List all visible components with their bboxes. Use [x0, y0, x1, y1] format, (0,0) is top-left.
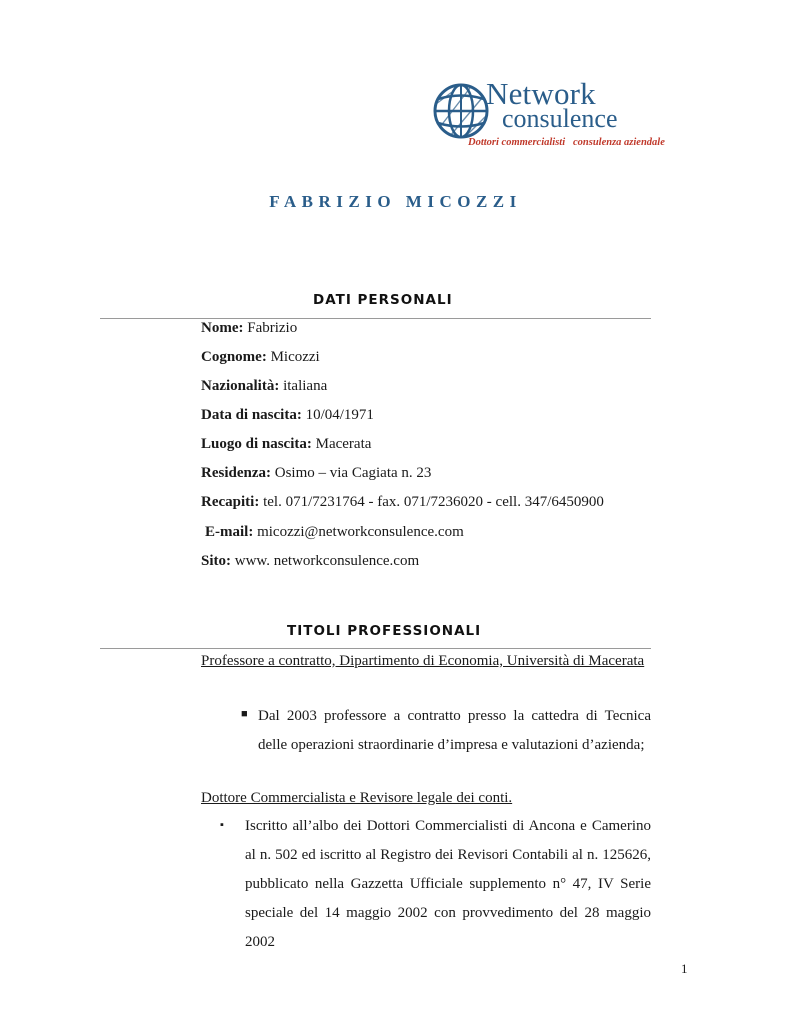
field-nazionalita: Nazionalità: italiana	[201, 378, 328, 394]
field-email: E-mail: micozzi@networkconsulence.com	[205, 524, 464, 540]
document-title: FABRIZIO MICOZZI	[269, 192, 522, 211]
field-cognome: Cognome: Micozzi	[201, 349, 320, 365]
section-divider	[100, 318, 651, 319]
bullet-icon: ▪	[220, 819, 224, 831]
company-logo	[432, 78, 692, 158]
bullet-icon: ■	[241, 708, 248, 720]
logo-text-network: Network	[486, 76, 596, 111]
logo-text-consulence: consulence	[502, 104, 618, 133]
field-sito: Sito: www. networkconsulence.com	[201, 553, 420, 569]
section-title-personal: DATI PERSONALI	[313, 292, 453, 308]
field-data-nascita: Data di nascita: 10/04/1971	[201, 407, 374, 423]
item-bullet-commercialista: Iscritto all’albo dei Dottori Commercialisti di Ancona e Camerino al n. 502 ed iscritto al Registro dei Revisori Contabili al n. 125626, pubblicato nella Gazzetta Ufficiale supplemento n° 47, IV Serie speciale del 14 maggio 2002 con provvedimento del 28 maggio 2002	[245, 818, 651, 950]
field-nome: Nome: Fabrizio	[201, 320, 298, 336]
item-heading-professore: Professore a contratto, Dipartimento di Economia, Università di Macerata	[201, 653, 645, 669]
section-title-professional: TITOLI PROFESSIONALI	[287, 623, 482, 639]
field-residenza: Residenza: Osimo – via Cagiata n. 23	[201, 465, 432, 481]
field-luogo-nascita: Luogo di nascita: Macerata	[201, 436, 372, 452]
logo-tagline: Dottori commercialisti consulenza aziendale	[468, 137, 665, 148]
field-recapiti: Recapiti: tel. 071/7231764 - fax. 071/7236020 - cell. 347/6450900	[201, 494, 604, 510]
globe-icon	[432, 82, 490, 140]
item-heading-commercialista: Dottore Commercialista e Revisore legale dei conti.	[201, 790, 513, 806]
item-bullet-professore: Dal 2003 professore a contratto presso la cattedra di Tecnica delle operazioni straordinarie d’impresa e valutazioni d’azienda;	[258, 708, 651, 753]
page-number: 1	[681, 961, 688, 976]
